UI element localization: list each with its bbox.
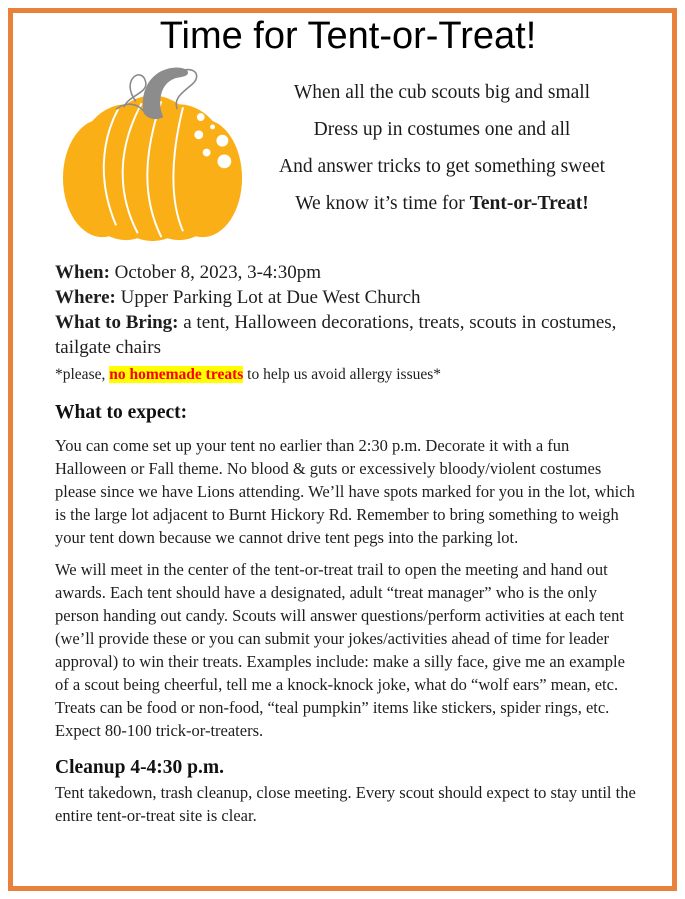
note-suffix: to help us avoid allergy issues* bbox=[243, 365, 442, 383]
poem bbox=[249, 62, 641, 222]
where-label: Where: bbox=[55, 286, 116, 308]
event-details bbox=[55, 260, 641, 360]
page-title: Time for Tent-or-Treat! bbox=[159, 15, 537, 57]
detail-when bbox=[55, 260, 641, 285]
bring-value: a tent, Halloween decorations, treats, scouts in costumes, tailgate chairs bbox=[55, 311, 617, 358]
expect-paragraph-2: We will meet in the center of the tent-or-treat trail to open the meeting and hand out awards. Each tent should have a designated, adult “treat manager” who is the only person handing out candy. Scouts will answer questions/perform activities at each tent (we’ll provide these or you can submit your jokes/activities ahead of time for leader approval) to win their treats. Examples include: make a silly face, give me an example of a scout being cheerful, tell me a knock-knock joke, what do “wolf ears” mean, etc. Treats can be food or non-food, “teal pumpkin” items like stickers, spider rings, etc. Expect 80-100 trick-or-treaters. bbox=[55, 559, 625, 740]
pumpkin-icon bbox=[57, 62, 249, 245]
expect-heading: What to expect: bbox=[55, 401, 188, 423]
cleanup-heading: Cleanup 4-4:30 p.m. bbox=[55, 756, 225, 778]
bring-label: What to Bring: bbox=[55, 311, 179, 333]
expect-paragraph-1: You can come set up your tent no earlier than 2:30 p.m. Decorate it with a fun Halloween or Fall theme. No blood & guts or excessively bloody/violent costumes please since we have Lions attending. We’ll have spots marked for you in the lot, which is the large lot adjacent to Burnt Hickory Rd. Remember to bring something to weigh your tent down because we cannot drive tent pegs into the parking lot. bbox=[55, 435, 635, 547]
hero-section bbox=[55, 62, 641, 250]
poem-line-2: Dress up in costumes one and all bbox=[313, 118, 571, 140]
detail-bring bbox=[55, 310, 641, 360]
poem-line-4 bbox=[249, 185, 635, 222]
flyer-content bbox=[55, 14, 641, 827]
note-highlight: no homemade treats bbox=[109, 365, 244, 383]
where-value: Upper Parking Lot at Due West Church bbox=[115, 286, 421, 308]
poem-line-1: When all the cub scouts big and small bbox=[293, 81, 591, 103]
poem-line-3: And answer tricks to get something sweet bbox=[278, 155, 605, 177]
when-value: October 8, 2023, 3-4:30pm bbox=[109, 261, 321, 283]
poem-line-4-text: We know it’s time for bbox=[295, 192, 470, 214]
note-prefix: *please, bbox=[55, 365, 110, 383]
when-label: When: bbox=[55, 261, 110, 283]
poem-line-4-bold: Tent-or-Treat! bbox=[469, 192, 589, 214]
detail-where bbox=[55, 285, 641, 310]
pumpkin-illustration bbox=[57, 62, 249, 250]
cleanup-text: Tent takedown, trash cleanup, close meeting. Every scout should expect to stay until the entire tent-or-treat site is clear. bbox=[55, 782, 636, 825]
allergy-note bbox=[55, 365, 641, 385]
